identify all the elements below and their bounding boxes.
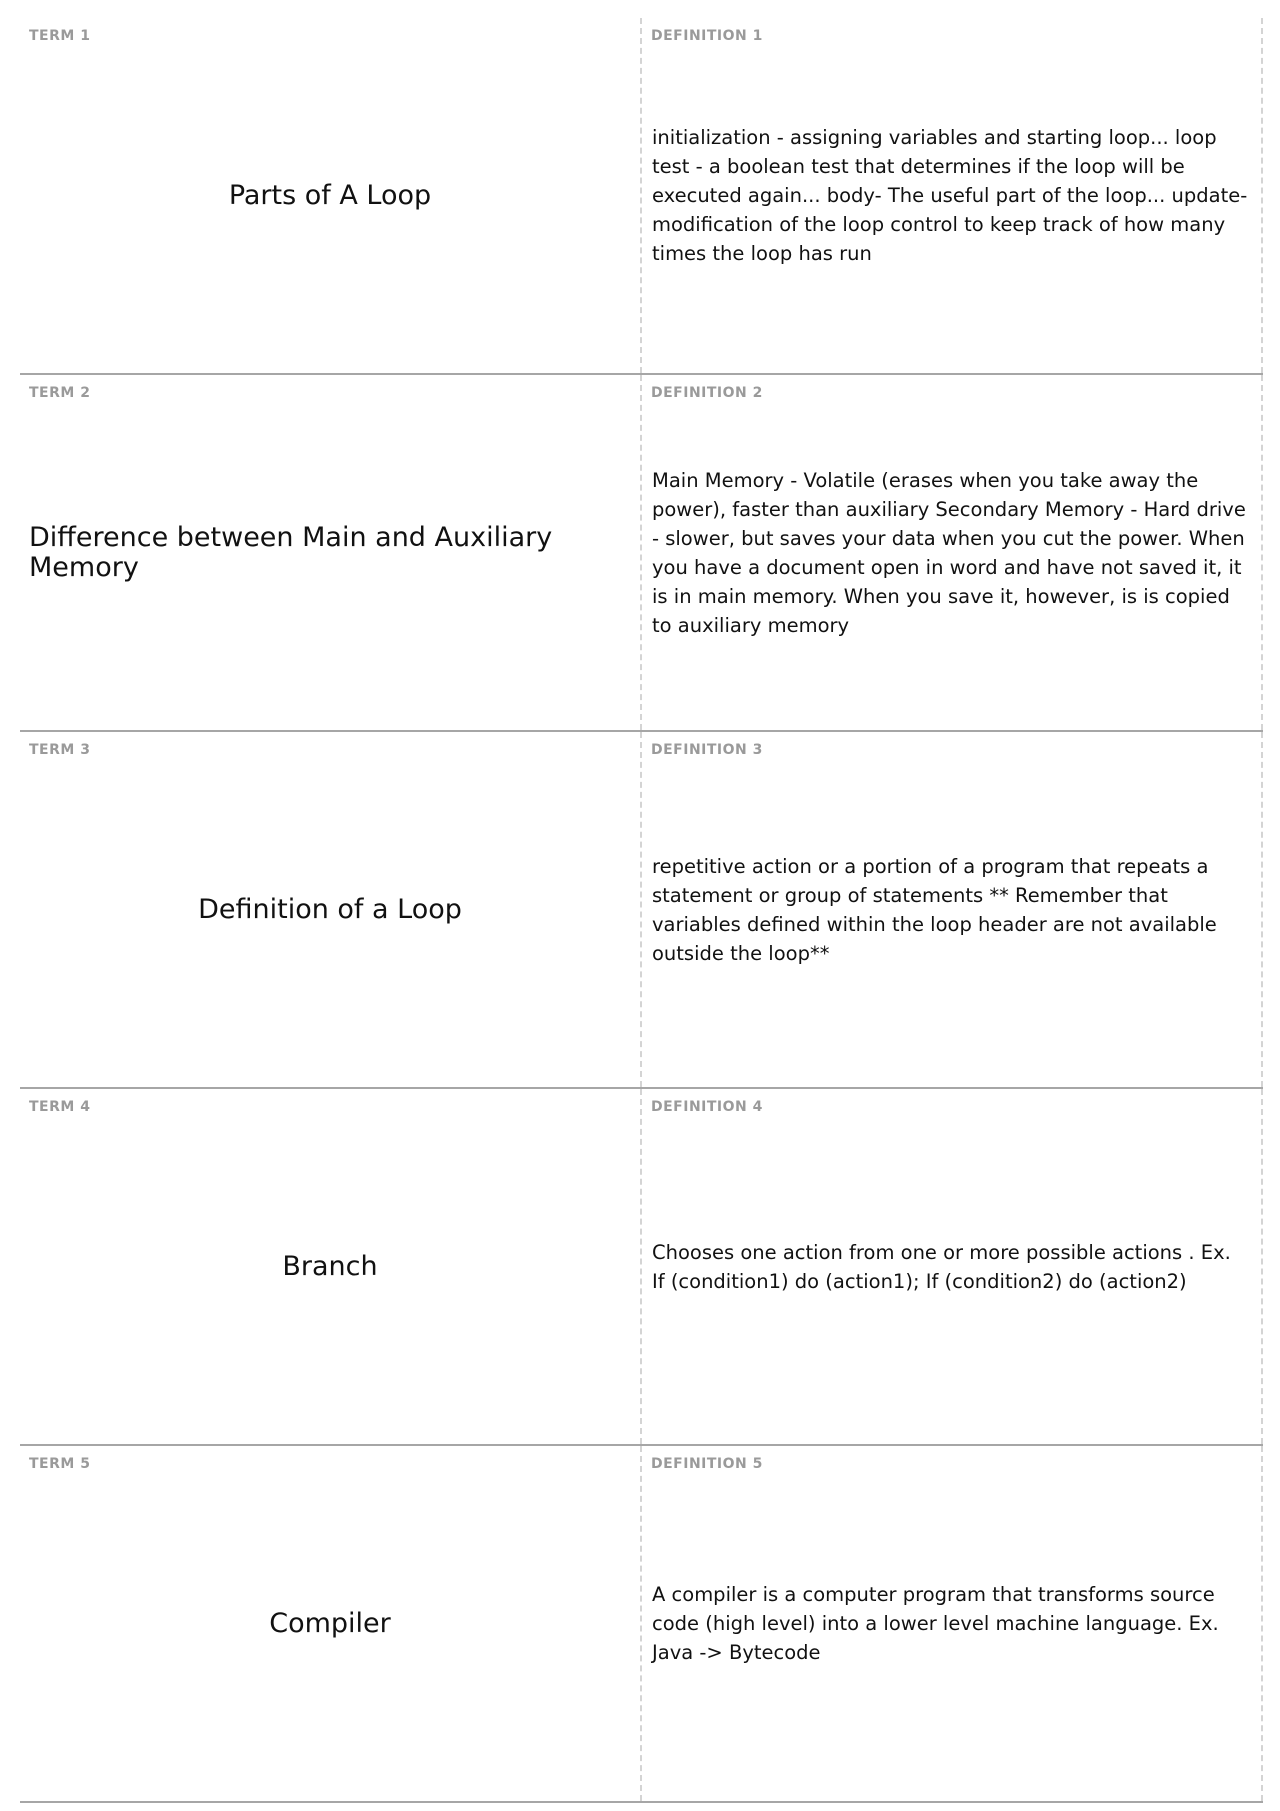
- definition-label-5: DEFINITION 5: [651, 1456, 763, 1472]
- definition-label-3: DEFINITION 3: [651, 742, 763, 758]
- term-cell-4: [20, 1089, 642, 1444]
- term-text-2: Difference between Main and Auxiliary Memory: [29, 521, 553, 583]
- term-cell-2: [20, 375, 642, 730]
- definition-content-3: repetitive action or a portion of a program that repeats a statement or group of statements ** Remember that variables defined within the loop header are not available outside the loop**: [652, 854, 1217, 965]
- definition-cell-5: [642, 1446, 1263, 1801]
- flashcard-row-1: [20, 18, 1263, 375]
- term-cell-1: [20, 18, 642, 373]
- definition-text-2: [652, 375, 1249, 730]
- definition-content-5: A compiler is a computer program that transforms source code (high level) into a lower level machine language. Ex. Java -> Bytecode: [652, 1583, 1219, 1664]
- term-text-4: Branch: [282, 1250, 378, 1282]
- definition-text-4: [652, 1089, 1249, 1444]
- definition-content-1: initialization - assigning variables and starting loop... loop test - a boolean test that determines if the loop will be executed again... body- The useful part of the loop... update- modification of the loop control to keep track of how many times the loop has run: [652, 126, 1248, 265]
- definition-text-1: [652, 18, 1249, 373]
- definition-text-5: [652, 1446, 1249, 1801]
- definition-cell-2: [642, 375, 1263, 730]
- flashcard-row-4: [20, 1089, 1263, 1446]
- flashcard-sheet: [20, 18, 1263, 1803]
- definition-cell-4: [642, 1089, 1263, 1444]
- definition-label-4: DEFINITION 4: [651, 1099, 763, 1115]
- term-label-2: TERM 2: [29, 385, 91, 401]
- definition-cell-1: [642, 18, 1263, 373]
- definition-content-2: Main Memory - Volatile (erases when you take away the power), faster than auxiliary Secondary Memory - Hard drive - slower, but saves your data when you cut the power. When you have a document open in word and have not saved it, it is in main memory. When you save it, however, is is copied to auxiliary memory: [652, 468, 1246, 637]
- term-cell-3: [20, 732, 642, 1087]
- definition-label-1: DEFINITION 1: [651, 28, 763, 44]
- flashcard-row-5: [20, 1446, 1263, 1803]
- definition-label-2: DEFINITION 2: [651, 385, 763, 401]
- term-text-5: Compiler: [269, 1607, 391, 1639]
- term-label-1: TERM 1: [29, 28, 91, 44]
- term-text-3: Definition of a Loop: [198, 893, 462, 925]
- term-cell-5: [20, 1446, 642, 1801]
- flashcard-row-2: [20, 375, 1263, 732]
- definition-content-4: Chooses one action from one or more possible actions . Ex. If (condition1) do (action1); If (condition2) do (action2): [652, 1240, 1231, 1293]
- definition-cell-3: [642, 732, 1263, 1087]
- term-label-3: TERM 3: [29, 742, 91, 758]
- term-label-4: TERM 4: [29, 1099, 91, 1115]
- term-label-5: TERM 5: [29, 1456, 91, 1472]
- flashcard-row-3: [20, 732, 1263, 1089]
- term-text-1: Parts of A Loop: [228, 179, 432, 211]
- definition-text-3: [652, 732, 1249, 1087]
